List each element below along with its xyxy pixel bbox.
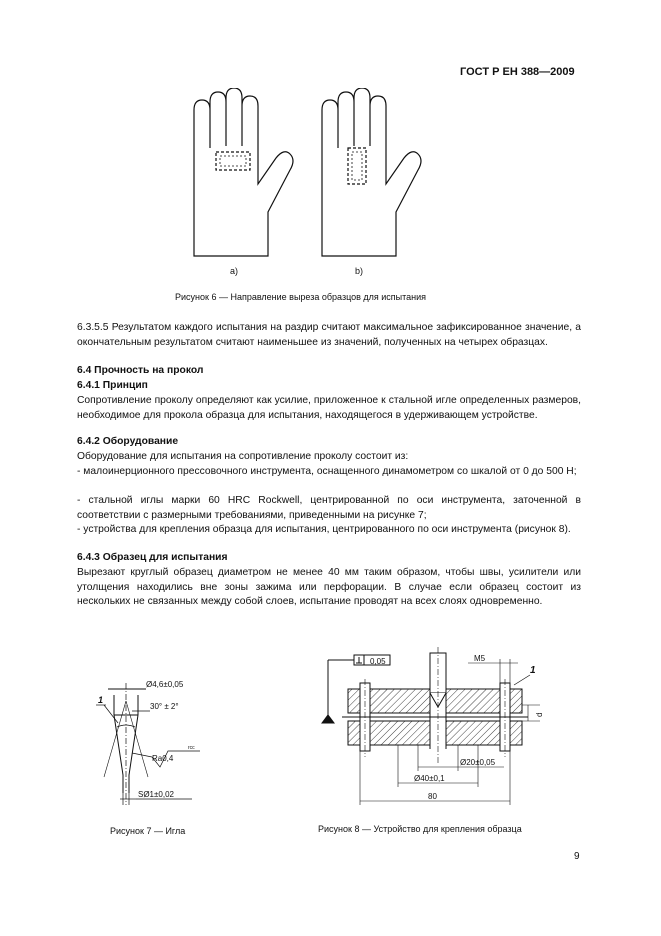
list-item-2: - стальной иглы марки 60 HRC Rockwell, центрированной по оси инструмента, заточенной в соответствии с размерными требованиями, приведенными на рисунке 7; [77,495,581,521]
list-item-1: - малоинерционного прессовочного инструмента, оснащенного динамометром со шкалой от 0 до 500 Н; [77,466,577,477]
figure-6-label-b: b) [355,266,364,276]
figure-8-dim-20: Ø20±0,05 [460,758,496,767]
heading-6-4-1: 6.4.1 Принцип [77,380,148,391]
figure-8-d-label: d [535,712,544,717]
figure-6-label-a: a) [230,266,239,276]
paragraph-6-4-1: Сопротивление проколу определяют как усилие, приложенное к стальной игле определенных размеров, необходимое для прокола образца для испытания, находящегося в удерживающем устройстве. [77,395,581,421]
paragraph-6-4-2: Оборудование для испытания на сопротивление проколу состоит из: [77,451,409,462]
figure-8-callout: 1 [530,665,536,676]
figure-7-caption: Рисунок 7 — Игла [110,826,186,836]
figure-7-callout: 1 [98,695,104,705]
figure-8-thread: M5 [474,654,486,663]
page-number: 9 [574,851,580,862]
figure-7-diameter-label: Ø4,6±0,05 [146,680,184,689]
figure-8-dim-40: Ø40±0,1 [414,774,445,783]
figure-7-tip-label: SØ1±0,02 [138,790,174,799]
heading-6-4-2: 6.4.2 Оборудование [77,436,179,447]
figure-8-caption: Рисунок 8 — Устройство для крепления образца [318,824,522,834]
document-header: ГОСТ Р ЕН 388—2009 [460,66,575,78]
heading-6-4: 6.4 Прочность на прокол [77,365,204,376]
figure-7-needle [90,665,230,815]
figure-7-roughness-note: rcc [188,745,195,751]
figure-8-device [318,645,558,815]
paragraph-6-3-5-5: 6.3.5.5 Результатом каждого испытания на раздир считают максимальное зафиксированное значение, а окончательным результатом считают наименьшее из значений, полученных на четырех образцах. [77,322,581,348]
figure-7-roughness: Ra0,4 [152,754,174,763]
figure-7-angle-label: 30° ± 2° [150,702,179,711]
heading-6-4-3: 6.4.3 Образец для испытания [77,552,228,563]
glove-a [194,88,293,256]
figure-6-gloves [180,88,440,288]
figure-8-dim-80: 80 [428,792,437,801]
figure-6-caption: Рисунок 6 — Направление выреза образцов для испытания [175,292,427,302]
list-item-3: - устройства для крепления образца для испытания, центрированного по оси инструмента (рисунок 8). [77,524,571,535]
paragraph-6-4-3: Вырезают круглый образец диаметром не менее 40 мм таким образом, чтобы швы, усилители или утолщения находились вне зоны зажима или перфорации. В случае если образец состоит из нескольких не связанных между собой слоев, испытание проводят на всех слоях одновременно. [77,567,581,608]
glove-b [322,88,421,256]
figure-8-tolerance: 0,05 [370,657,386,666]
